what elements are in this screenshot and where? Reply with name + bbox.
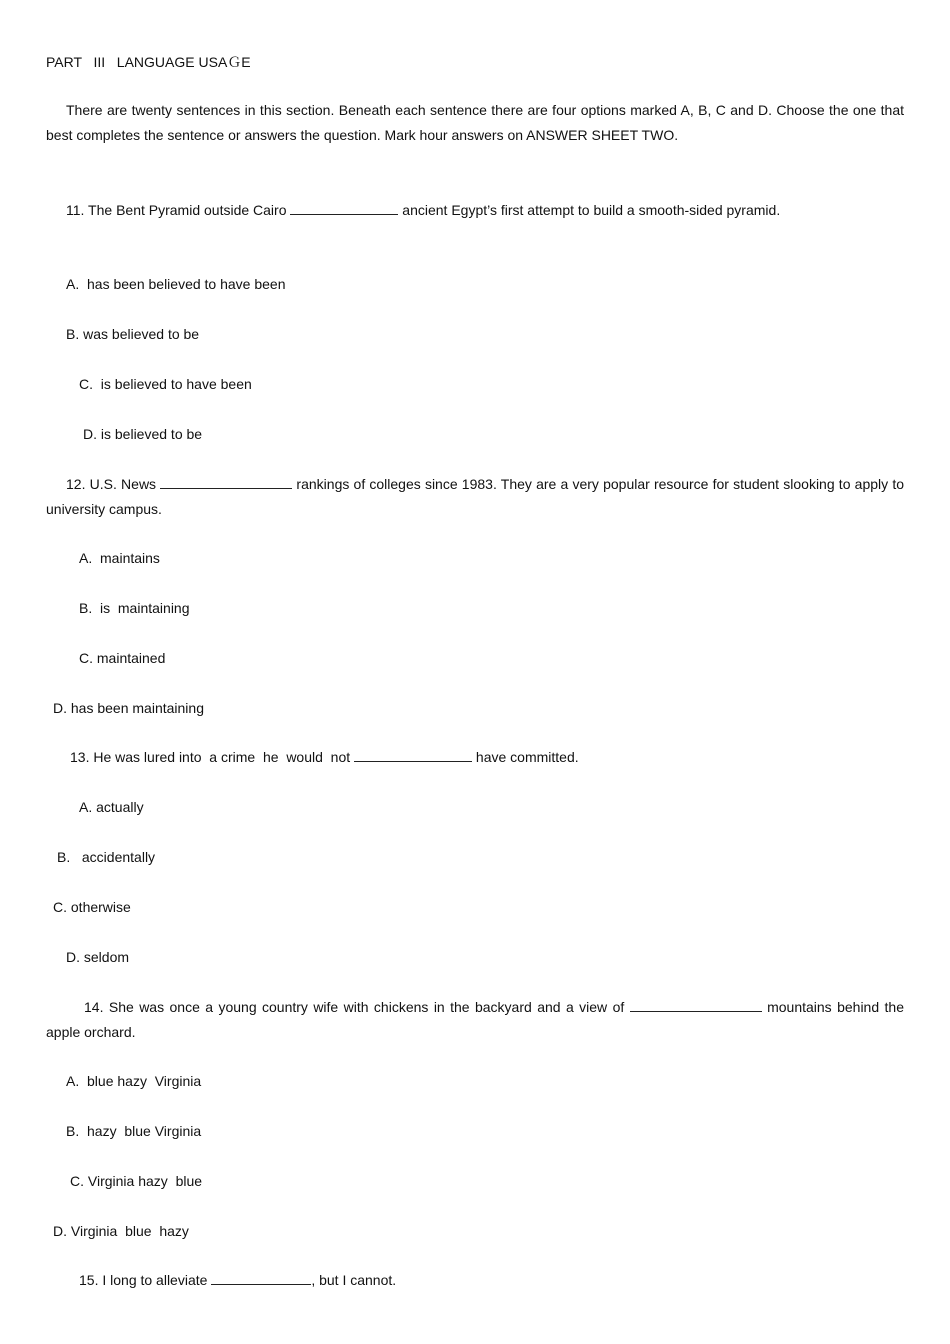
answer-blank [630, 999, 762, 1012]
question-13-option-d: D. seldom [66, 949, 130, 965]
question-12-option-c: C. maintained [79, 650, 166, 666]
section-heading: PART III LANGUAGE USAＧE [46, 54, 251, 70]
question-15-stem-start: 15. I long to alleviate [79, 1272, 212, 1288]
question-12-option-b: B. is maintaining [79, 600, 190, 616]
question-14-stem-start: 14. She was once a young country wife with chickens in the backyard and a view of [84, 999, 630, 1015]
question-11 [46, 198, 904, 223]
question-14-option-a: A. blue hazy Virginia [66, 1073, 202, 1089]
question-14-option-c: C. Virginia hazy blue [70, 1173, 203, 1189]
question-12 [46, 472, 904, 522]
question-12-stem-end: rankings of colleges since 1983. They are a very popular resource for student slooking to apply to university campus. [46, 476, 904, 517]
question-13 [70, 749, 579, 765]
question-15 [79, 1272, 396, 1288]
question-11-option-d: D. is believed to be [83, 426, 203, 442]
question-13-stem-end: have committed. [472, 749, 579, 765]
question-14-option-d: D. Virginia blue hazy [53, 1223, 189, 1239]
question-11-stem-start: 11. The Bent Pyramid outside Cairo [66, 202, 291, 218]
question-11-option-c: C. is believed to have been [79, 376, 252, 392]
question-14-stem-end: mountains behind the apple orchard. [46, 999, 904, 1040]
question-12-option-d: D. has been maintaining [53, 700, 204, 716]
question-12-option-a: A. maintains [79, 550, 160, 566]
section-instructions: There are twenty sentences in this section. Beneath each sentence there are four options marked A, B, C and D. Choose the one that best completes the sentence or answers the question. Mark hour answers on ANSWER SHEET TWO. [46, 102, 904, 143]
question-14-option-b: B. hazy blue Virginia [66, 1123, 202, 1139]
question-11-stem-end: ancient Egypt’s first attempt to build a smooth-sided pyramid. [398, 202, 781, 218]
question-14 [46, 995, 904, 1045]
question-13-option-a: A. actually [79, 799, 144, 815]
question-15-stem-end: , but I cannot. [311, 1272, 397, 1288]
answer-blank [211, 1272, 311, 1285]
question-11-option-a: A. has been believed to have been [66, 276, 286, 292]
question-13-option-b: B. accidentally [57, 849, 156, 865]
answer-blank [290, 202, 398, 215]
question-13-stem-start: 13. He was lured into a crime he would not [70, 749, 355, 765]
answer-blank [160, 476, 292, 489]
question-12-stem-start: 12. U.S. News [66, 476, 161, 492]
question-13-option-c: C. otherwise [53, 899, 131, 915]
question-11-option-b: B. was believed to be [66, 326, 200, 342]
answer-blank [354, 749, 472, 762]
